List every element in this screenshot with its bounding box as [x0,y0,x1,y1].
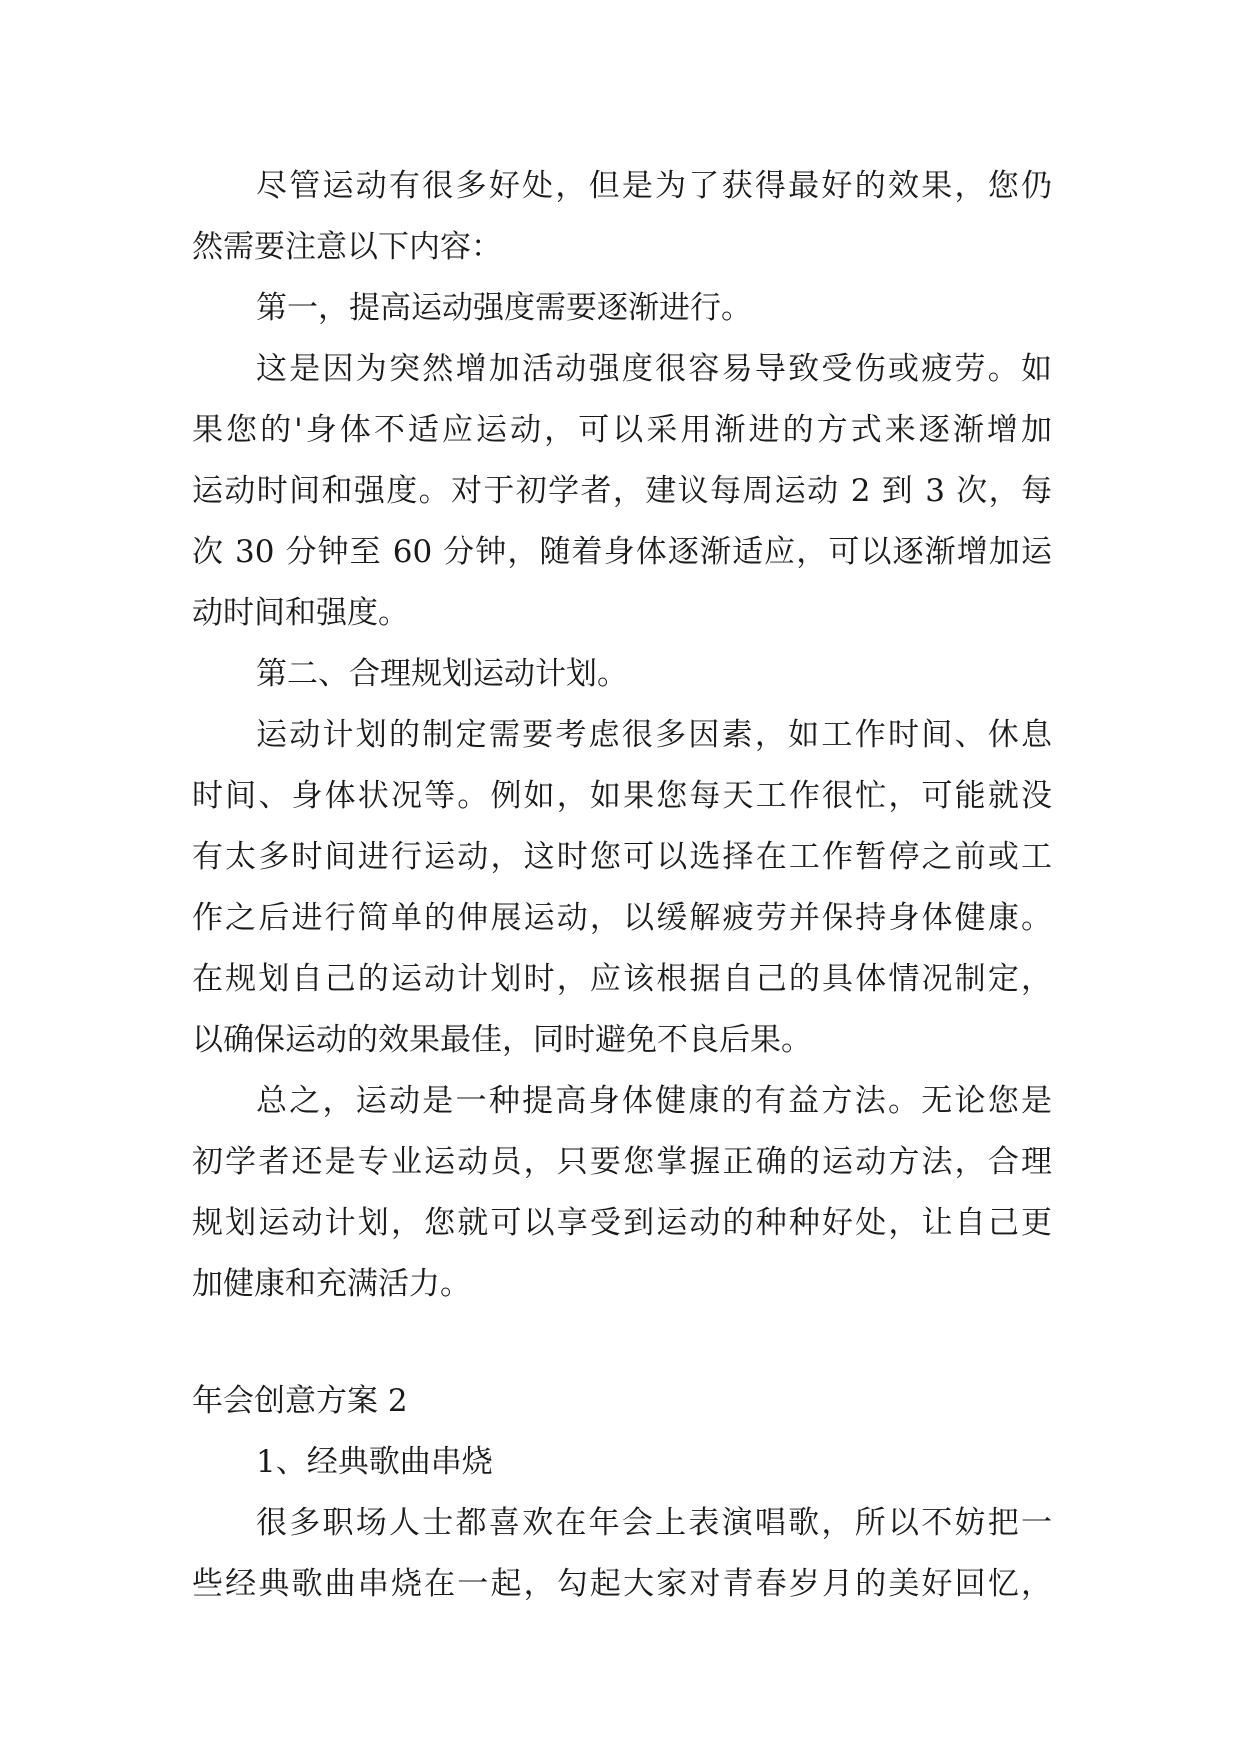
text-line: 些经典歌曲串烧在一起，勾起大家对青春岁月的美好回忆， [192,1566,1052,1602]
paragraph-point-two-detail [192,705,1052,1071]
text-line: 然需要注意以下内容： [192,229,502,265]
text-line: 初学者还是专业运动员，只要您掌握正确的运动方法，合理 [192,1144,1052,1180]
text-line: 尽管运动有很多好处，但是为了获得最好的效果，您仍 [256,168,1052,204]
text-line: 第二、合理规划运动计划。 [256,656,628,692]
paragraph-song-medley [192,1493,1052,1615]
text-line: 运动计划的制定需要考虑很多因素，如工作时间、休息 [256,717,1052,753]
text-line: 规划运动计划，您就可以享受到运动的种种好处，让自己更 [192,1205,1052,1241]
text-line: 动时间和强度。 [192,595,409,631]
text-line: 以确保运动的效果最佳，同时避免不良后果。 [192,1022,812,1058]
text-line: 果您的'身体不适应运动，可以采用渐进的方式来逐渐增加 [192,412,1052,448]
document-body [192,156,1052,1615]
paragraph-point-one-detail [192,339,1052,644]
text-line: 总之，运动是一种提高身体健康的有益方法。无论您是 [256,1083,1052,1119]
section-subheading: 1、经典歌曲串烧 [256,1444,493,1480]
section-title: 年会创意方案 2 [192,1383,408,1419]
paragraph-point-two [192,644,1052,705]
text-line: 加健康和充满活力。 [192,1266,471,1302]
text-line: 作之后进行简单的伸展运动，以缓解疲劳并保持身体健康。 [192,900,1052,936]
text-line: 次 30 分钟至 60 分钟，随着身体逐渐适应，可以逐渐增加运 [192,534,1052,570]
paragraph-point-one [192,278,1052,339]
paragraph-exercise-intro [192,156,1052,278]
text-line: 第一，提高运动强度需要逐渐进行。 [256,290,752,326]
section-gap [192,1315,1052,1371]
text-line: 运动时间和强度。对于初学者，建议每周运动 2 到 3 次，每 [192,473,1052,509]
paragraph-conclusion [192,1071,1052,1315]
text-line: 很多职场人士都喜欢在年会上表演唱歌，所以不妨把一 [256,1505,1052,1541]
text-line: 在规划自己的运动计划时，应该根据自己的具体情况制定， [192,961,1052,997]
text-line: 有太多时间进行运动，这时您可以选择在工作暂停之前或工 [192,839,1052,875]
text-line: 时间、身体状况等。例如，如果您每天工作很忙，可能就没 [192,778,1052,814]
text-line: 这是因为突然增加活动强度很容易导致受伤或疲劳。如 [256,351,1052,387]
